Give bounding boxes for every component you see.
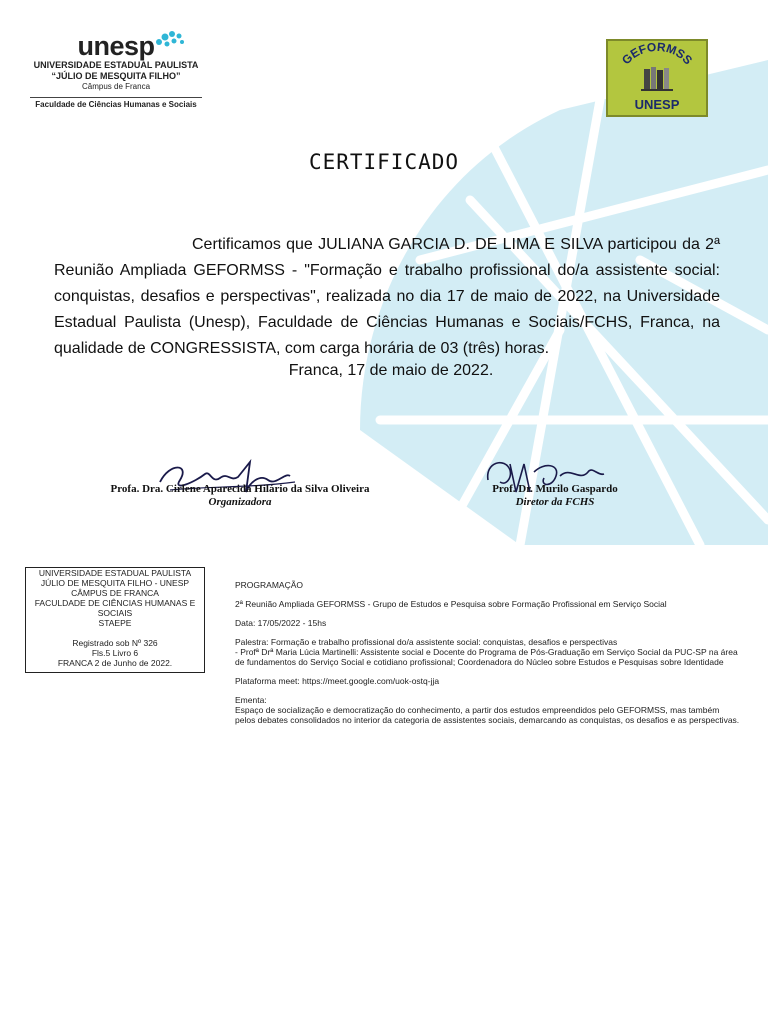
signature-director: [470, 483, 640, 509]
logo-divider: [30, 97, 202, 98]
registration-folio: Fls.5 Livro 6: [91, 648, 139, 658]
programacao-ementa-label: Ementa:: [235, 695, 267, 705]
registration-line: JÚLIO DE MESQUITA FILHO - UNESP: [40, 578, 190, 588]
books-icon: [641, 67, 673, 91]
certificate-title: CERTIFICADO: [308, 150, 460, 174]
signature-director-role: Diretor da FCHS: [515, 496, 595, 508]
programacao-section: [235, 580, 740, 734]
geformss-logo-unesp: UNESP: [634, 97, 680, 112]
programacao-event: 2ª Reunião Ampliada GEFORMSS - Grupo de Estudos e Pesquisa sobre Formação Profissional em Serviço Social: [235, 599, 667, 609]
programacao-speaker: - Profª Drª Maria Lúcia Martinelli: Assistente social e Docente do Programa de Pós-Graduação em Serviço Social da PUC-SP na área de fundamentos do Serviço Social e cotidiano profissional; Coordenadora do Núcleo sobre Estudos e Pesquisas sobre Identidade: [235, 647, 738, 667]
signature-director-name: Prof. Dr. Murilo Gaspardo: [492, 483, 618, 495]
registration-record: Registrado sob Nº 326: [72, 638, 158, 648]
unesp-dots-icon: [153, 28, 187, 50]
signature-organizer: [100, 483, 380, 509]
programacao-talk-block: [235, 637, 740, 667]
unesp-logo: [26, 32, 206, 110]
certificate-date: Franca, 17 de maio de 2022.: [288, 362, 494, 379]
svg-text:GEFORMSS: GEFORMSS: [618, 41, 696, 68]
registration-line: UNIVERSIDADE ESTADUAL PAULISTA: [38, 568, 192, 578]
registration-line: STAEPE: [98, 618, 132, 628]
geformss-logo: [606, 39, 708, 117]
faculty-name: Faculdade de Ciências Humanas e Sociais: [35, 100, 197, 109]
registration-line: CÂMPUS DE FRANCA: [71, 588, 159, 598]
campus-name: Câmpus de Franca: [81, 82, 151, 91]
registration-line: FACULDADE DE CIÊNCIAS HUMANAS E SOCIAIS: [34, 598, 196, 618]
programacao-ementa-block: [235, 695, 740, 725]
signature-organizer-role: Organizadora: [208, 496, 272, 508]
programacao-heading: PROGRAMAÇÃO: [235, 580, 304, 590]
programacao-ementa: Espaço de socialização e democratização do conhecimento, a partir dos estudos empreendidos pelo GEFORMSS, mas também pelos debates consolidados no interior da categoria de assistentes sociais, demarcando as conquistas, os desafios e as perspectivas.: [235, 705, 740, 725]
registration-gap: [28, 628, 202, 638]
registration-date: FRANCA 2 de Junho de 2022.: [57, 658, 173, 668]
certificate-body: [54, 232, 720, 362]
certificate-statement: Certificamos que JULIANA GARCIA D. DE LIMA E SILVA participou da 2ª Reunião Ampliada GEFORMSS - "Formação e trabalho profissional do/a assistente social: conquistas, desafios e perspectivas", realizada no dia 17 de maio de 2022, na Universidade Estadual Paulista (Unesp), Faculdade de Ciências Humanas e Sociais/FCHS, Franca, na qualidade de CONGRESSISTA, com carga horária de 03 (três) horas.: [54, 236, 720, 357]
registration-box: [25, 567, 205, 673]
university-name-line1: UNIVERSIDADE ESTADUAL PAULISTA: [33, 60, 199, 70]
university-name-line2: “JÚLIO DE MESQUITA FILHO”: [51, 71, 181, 81]
signature-organizer-name: Profa. Dra. Cirlene Aparecida Hilário da Silva Oliveira: [110, 483, 370, 495]
unesp-wordmark: unesp: [77, 32, 154, 60]
geformss-emblem: [608, 41, 706, 115]
programacao-date: Data: 17/05/2022 - 15hs: [235, 618, 327, 628]
programacao-talk: Palestra: Formação e trabalho profissional do/a assistente social: conquistas, desafios e perspectivas: [235, 637, 618, 647]
programacao-platform: Plataforma meet: https://meet.google.com/uok-ostq-jja: [235, 676, 440, 686]
